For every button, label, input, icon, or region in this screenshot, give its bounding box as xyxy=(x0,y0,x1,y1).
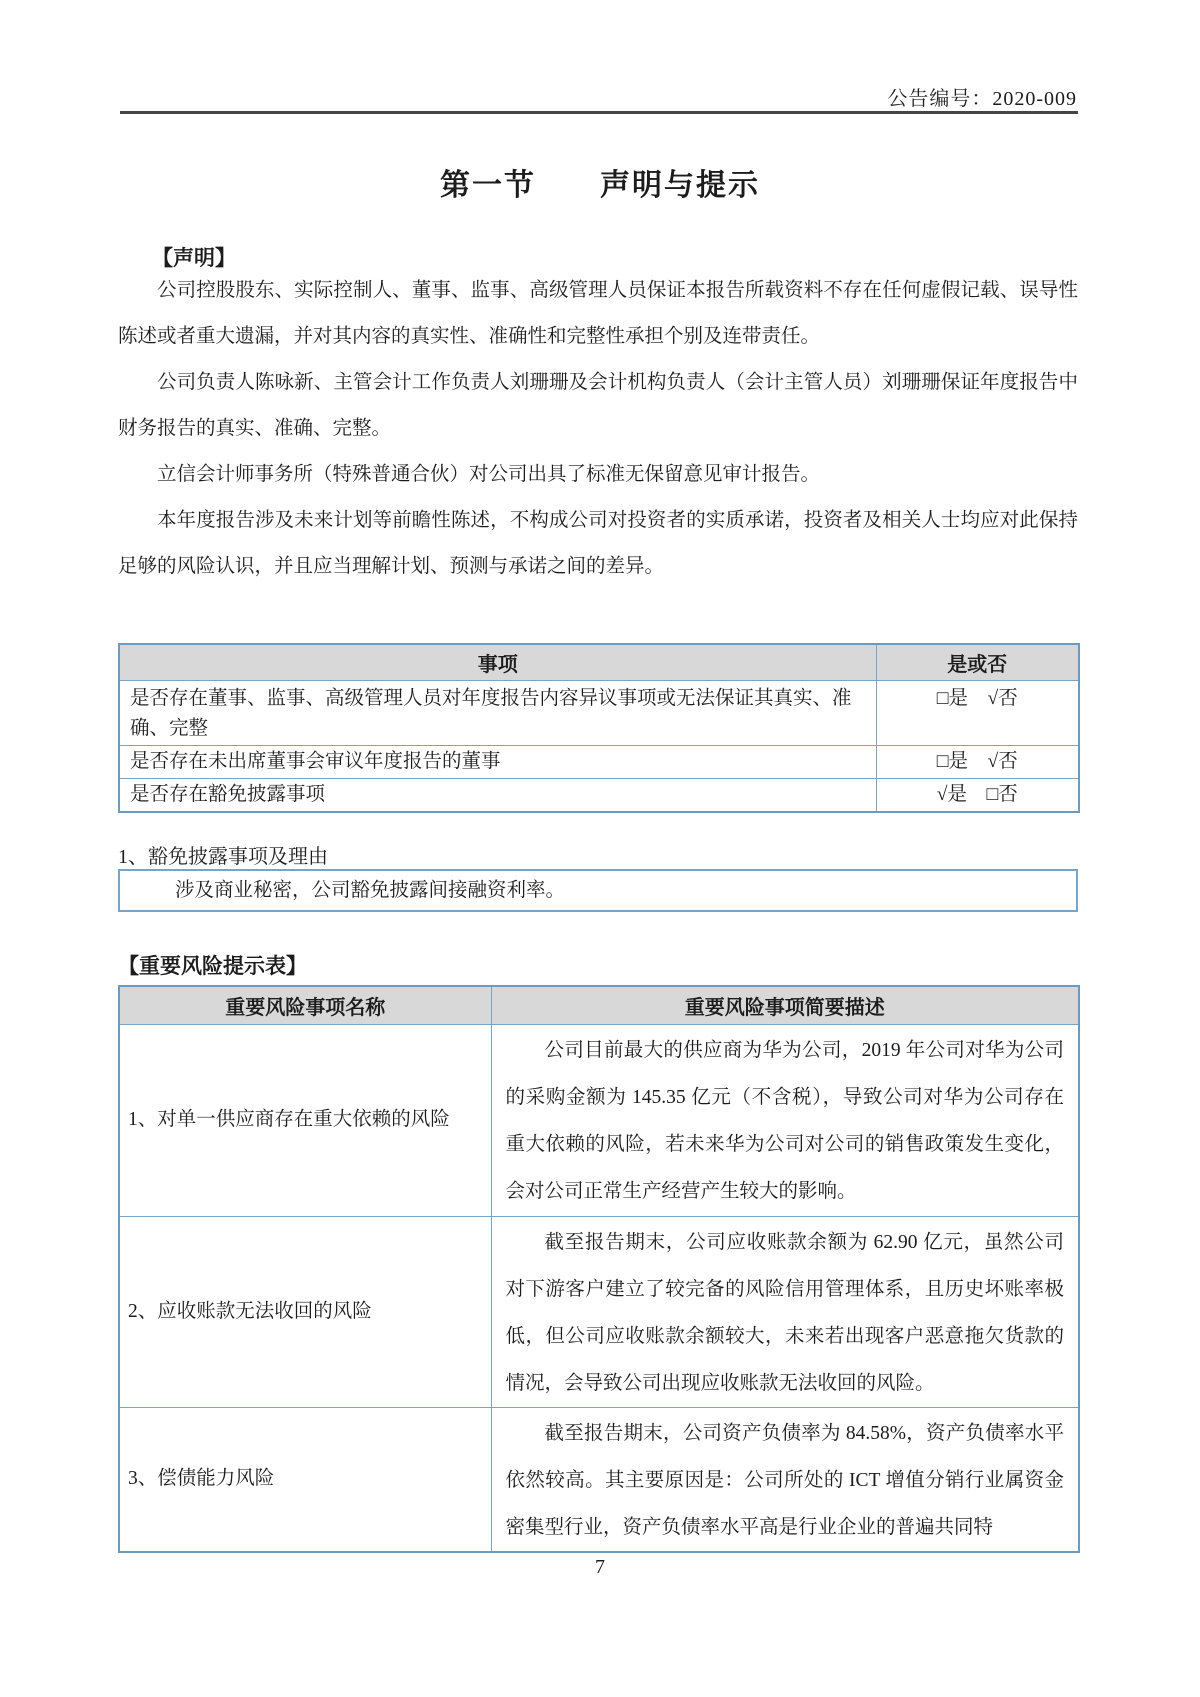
risk-desc-cell xyxy=(491,1407,1079,1552)
answer-cell: □是 √否 xyxy=(876,680,1079,745)
declaration-paragraphs xyxy=(118,268,1078,590)
table-row xyxy=(119,1024,1079,1216)
answer-cell: □是 √否 xyxy=(876,745,1079,778)
answer-cell: √是 □否 xyxy=(876,778,1079,812)
risk-description: 截至报告期末，公司应收账款余额为 62.90 亿元，虽然公司对下游客户建立了较完备的风险信用管理体系，且历史坏账率极低，但公司应收账款余额较大，未来若出现客户恶意拖欠货款的情况，会导致公司出现应收账款无法收回的风险。 xyxy=(505,1231,1064,1394)
risk-header-name: 重要风险事项名称 xyxy=(119,986,491,1024)
risk-table-heading: 【重要风险提示表】 xyxy=(118,954,307,978)
declaration-paragraph: 公司控股股东、实际控制人、董事、监事、高级管理人员保证本报告所载资料不存在任何虚假记载、误导性陈述或者重大遗漏，并对其内容的真实性、准确性和完整性承担个别及连带责任。 xyxy=(118,280,1078,347)
risk-table-header-row xyxy=(119,986,1079,1024)
declaration-paragraph: 本年度报告涉及未来计划等前瞻性陈述，不构成公司对投资者的实质承诺，投资者及相关人士均应对此保持足够的风险认识，并且应当理解计划、预测与承诺之间的差异。 xyxy=(118,510,1078,577)
table-row xyxy=(119,778,1079,812)
declaration-heading: 【声明】 xyxy=(152,246,236,270)
exemption-box: 涉及商业秘密，公司豁免披露间接融资利率。 xyxy=(118,869,1078,912)
risk-desc-cell xyxy=(491,1024,1079,1216)
table-row xyxy=(119,680,1079,745)
matters-header-item: 事项 xyxy=(119,644,876,680)
matter-cell: 是否存在董事、监事、高级管理人员对年度报告内容异议事项或无法保证其真实、准确、完整 xyxy=(119,680,876,745)
risk-name-cell: 1、对单一供应商存在重大依赖的风险 xyxy=(119,1024,491,1216)
risk-desc-cell xyxy=(491,1216,1079,1407)
risk-description: 公司目前最大的供应商为华为公司，2019 年公司对华为公司的采购金额为 145.35 亿元（不含税），导致公司对华为公司存在重大依赖的风险，若未来华为公司对公司的销售政策发生变化，会对公司正常生产经营产生较大的影响。 xyxy=(505,1039,1064,1202)
announcement-number: 公告编号：2020-009 xyxy=(887,88,1077,110)
risk-description: 截至报告期末，公司资产负债率为 84.58%，资产负债率水平依然较高。其主要原因是：公司所处的 ICT 增值分销行业属资金密集型行业，资产负债率水平高是行业企业的普遍共同特 xyxy=(505,1422,1064,1538)
risk-name-cell: 3、偿债能力风险 xyxy=(119,1407,491,1552)
table-row xyxy=(119,1216,1079,1407)
risk-table xyxy=(118,985,1080,1553)
declaration-paragraph: 公司负责人陈咏新、主管会计工作负责人刘珊珊及会计机构负责人（会计主管人员）刘珊珊保证年度报告中财务报告的真实、准确、完整。 xyxy=(118,372,1078,439)
matters-header-yesno: 是或否 xyxy=(876,644,1079,680)
table-row xyxy=(119,1407,1079,1552)
matters-table-header-row xyxy=(119,644,1079,680)
matter-cell: 是否存在豁免披露事项 xyxy=(119,778,876,812)
table-row xyxy=(119,745,1079,778)
page-title: 第一节 声明与提示 xyxy=(440,169,760,202)
matters-table xyxy=(118,643,1080,813)
declaration-paragraph: 立信会计师事务所（特殊普通合伙）对公司出具了标准无保留意见审计报告。 xyxy=(157,464,821,485)
risk-header-description: 重要风险事项简要描述 xyxy=(491,986,1079,1024)
header-rule xyxy=(120,111,1078,114)
exemption-label: 1、豁免披露事项及理由 xyxy=(118,846,328,868)
risk-name-cell: 2、应收账款无法收回的风险 xyxy=(119,1216,491,1407)
page-number: 7 xyxy=(595,1556,605,1578)
matter-cell: 是否存在未出席董事会审议年度报告的董事 xyxy=(119,745,876,778)
